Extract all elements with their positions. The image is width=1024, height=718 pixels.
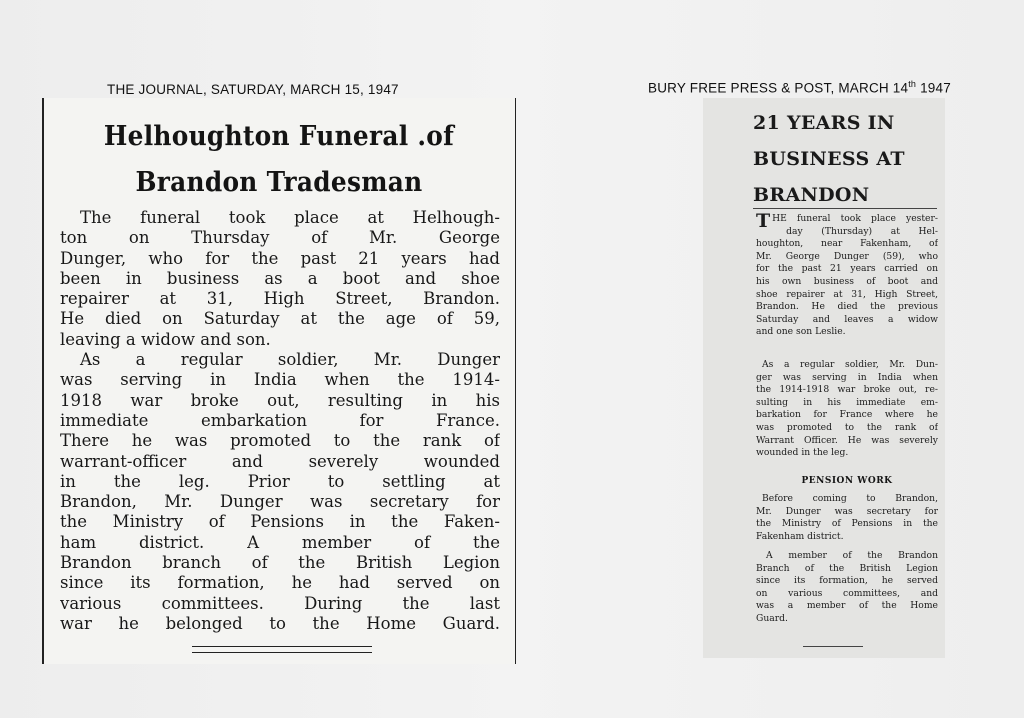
bury-press-clipping	[703, 98, 945, 658]
article-line: Brandon, Mr. Dunger was secretary for	[60, 492, 500, 512]
article-line: the 1914-1918 war broke out, re-	[756, 384, 938, 396]
article-line: Dunger, who for the past 21 years had	[60, 248, 500, 268]
bury-paragraph-2	[756, 359, 938, 460]
article-line: since its formation, he served	[756, 575, 938, 587]
article-line: Brandon branch of the British Legion	[60, 553, 500, 573]
article-line: leaving a widow and son.	[60, 329, 271, 349]
headline-rule	[753, 208, 937, 209]
article-line: The funeral took place at Helhough-	[80, 208, 500, 227]
article-line: Before coming to Brandon,	[762, 493, 938, 504]
article-line: the Ministry of Pensions in the	[756, 518, 938, 530]
column-rule-left	[42, 98, 44, 664]
article-line: ton on Thursday of Mr. George	[60, 228, 500, 248]
article-line: Mr. Dunger was secretary for	[756, 505, 938, 517]
article-line: warrant-officer and severely wounded	[60, 451, 500, 471]
bury-paragraph-4	[756, 550, 938, 626]
article-line: Branch of the British Legion	[756, 562, 938, 574]
bury-press-caption-sup: th	[908, 79, 917, 89]
article-line: since its formation, he had served on	[60, 573, 500, 593]
article-line: Warrant Officer. He was severely	[756, 434, 938, 446]
article-line: for the past 21 years carried on	[756, 263, 938, 275]
article-line: HE funeral took place yester-	[772, 213, 938, 224]
column-rule-right	[515, 98, 517, 664]
article-line: Guard.	[756, 612, 788, 624]
article-line: was a member of the Home	[756, 600, 938, 612]
bury-press-caption-year: 1947	[916, 80, 951, 96]
end-rule	[192, 646, 372, 653]
journal-headline-line-2: Brandon Tradesman	[135, 167, 423, 198]
article-line: barkation for France where he	[756, 409, 938, 421]
end-rule-short	[803, 646, 863, 647]
article-line: war he belonged to the Home Guard.	[60, 613, 500, 633]
article-line: ger was serving in India when	[756, 371, 938, 383]
article-line: Mr. George Dunger (59), who	[756, 250, 938, 262]
article-line: sulting in his immediate em-	[756, 396, 938, 408]
journal-caption: THE JOURNAL, SATURDAY, MARCH 15, 1947	[107, 82, 399, 97]
article-line: Brandon. He died the previous	[756, 301, 938, 313]
bury-paragraph-1	[756, 210, 938, 339]
article-line: Saturday and leaves a widow	[756, 313, 938, 325]
article-line: in the leg. Prior to settling at	[60, 471, 500, 491]
article-line: 1918 war broke out, resulting in his	[60, 390, 500, 410]
article-line: the Ministry of Pensions in the Faken-	[60, 512, 500, 532]
journal-article-body	[60, 208, 500, 634]
bury-headline-line-1: 21 YEARS IN	[753, 112, 895, 134]
article-line: As a regular soldier, Mr. Dunger	[80, 350, 500, 370]
article-line: was serving in India when the 1914-	[60, 370, 500, 390]
article-line: immediate embarkation for France.	[60, 410, 500, 430]
article-line: and one son Leslie.	[756, 326, 846, 338]
article-line: A member of the Brandon	[766, 550, 938, 561]
article-line: been in business as a boot and shoe	[60, 268, 500, 288]
article-line: There he was promoted to the rank of	[60, 431, 500, 451]
pension-work-subhead: PENSION WORK	[801, 476, 893, 486]
article-line: on various committees, and	[756, 587, 938, 599]
bury-press-caption	[648, 79, 951, 96]
article-line: was promoted to the rank of	[756, 421, 938, 433]
article-line: wounded in the leg.	[756, 447, 849, 459]
journal-clipping	[42, 98, 516, 664]
article-line: repairer at 31, High Street, Brandon.	[60, 289, 500, 309]
article-line: As a regular soldier, Mr. Dun-	[762, 359, 938, 370]
bury-press-caption-main: BURY FREE PRESS & POST, MARCH 14	[648, 80, 909, 96]
article-line: ham district. A member of the	[60, 532, 500, 552]
bury-headline-line-3: BRANDON	[753, 184, 870, 206]
article-line: his own business of boot and	[756, 275, 938, 287]
dropcap: T	[756, 210, 771, 232]
article-line: shoe repairer at 31, High Street,	[756, 288, 938, 300]
bury-paragraph-3	[756, 493, 938, 543]
bury-headline-line-2: BUSINESS AT	[753, 148, 905, 170]
article-line: houghton, near Fakenham, of	[756, 238, 938, 250]
article-line: various committees. During the last	[60, 593, 500, 613]
article-line: day (Thursday) at Hel-	[786, 225, 938, 237]
article-line: He died on Saturday at the age of 59,	[60, 309, 500, 329]
article-line: Fakenham district.	[756, 530, 844, 542]
journal-headline-line-1: Helhoughton Funeral .of	[103, 121, 455, 152]
